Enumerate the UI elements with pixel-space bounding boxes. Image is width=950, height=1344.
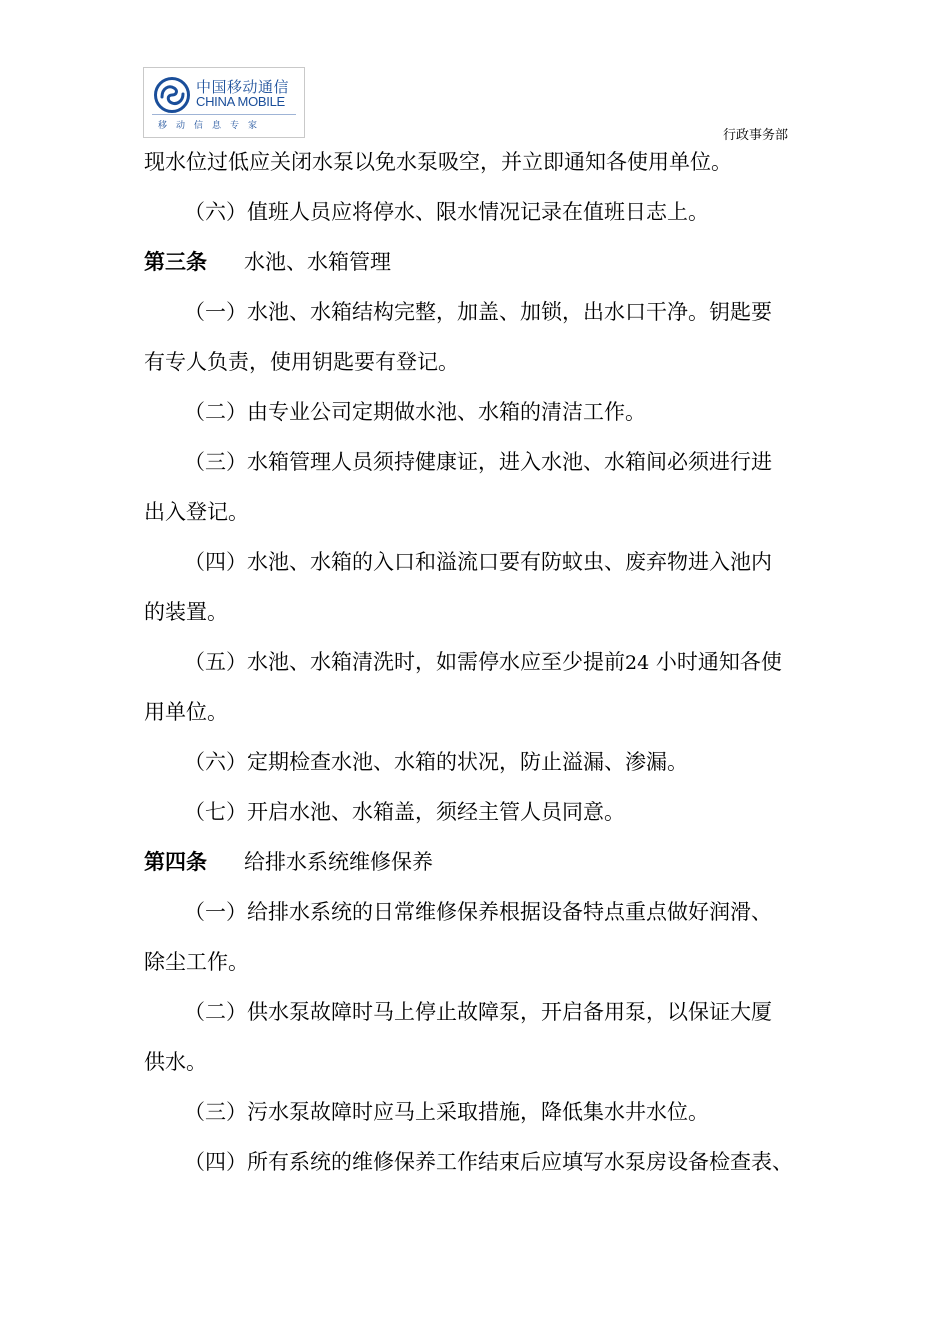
article-number: 第三条 <box>144 250 207 274</box>
logo-divider <box>152 114 296 115</box>
text-line: 供水。 <box>144 1050 207 1074</box>
logo-english-name: CHINA MOBILE <box>196 94 285 109</box>
china-mobile-logo <box>143 67 305 138</box>
text-line: （二）由专业公司定期做水池、水箱的清洁工作。 <box>184 400 646 424</box>
text-line: （七）开启水池、水箱盖，须经主管人员同意。 <box>184 800 625 824</box>
article-number: 第四条 <box>144 850 207 874</box>
article-title: 水池、水箱管理 <box>244 250 391 274</box>
logo-chinese-name: 中国移动通信 <box>196 78 290 96</box>
text-line: （四）所有系统的维修保养工作结束后应填写水泵房设备检查表、 <box>184 1150 793 1174</box>
text-line <box>144 640 816 690</box>
text-line: 用单位。 <box>144 700 228 724</box>
text-segment: （五）水池、水箱清洗时，如需停水应至少提前 <box>184 650 625 674</box>
logo-slogan: 移动信息专家 <box>158 121 267 131</box>
document-body <box>144 140 816 1190</box>
text-line: （二）供水泵故障时马上停止故障泵，开启备用泵，以保证大厦 <box>184 1000 772 1024</box>
article-heading-3 <box>144 240 816 290</box>
text-line: （六）定期检查水池、水箱的状况，防止溢漏、渗漏。 <box>184 750 688 774</box>
text-line: （三）水箱管理人员须持健康证，进入水池、水箱间必须进行进 <box>184 450 772 474</box>
text-line: 除尘工作。 <box>144 950 249 974</box>
text-line: （一）水池、水箱结构完整，加盖、加锁，出水口干净。钥匙要 <box>184 300 772 324</box>
text-line: （四）水池、水箱的入口和溢流口要有防蚊虫、废弃物进入池内 <box>184 550 772 574</box>
text-line: （六）值班人员应将停水、限水情况记录在值班日志上。 <box>184 200 709 224</box>
text-line: 现水位过低应关闭水泵以免水泵吸空，并立即通知各使用单位。 <box>144 150 732 174</box>
text-line: 有专人负责，使用钥匙要有登记。 <box>144 350 459 374</box>
hours-number: 24 <box>625 652 650 674</box>
text-segment: 小时通知各使 <box>655 650 782 674</box>
text-line: （一）给排水系统的日常维修保养根据设备特点重点做好润滑、 <box>184 900 772 924</box>
text-line: 出入登记。 <box>144 500 249 524</box>
text-line: （三）污水泵故障时应马上采取措施，降低集水井水位。 <box>184 1100 709 1124</box>
department-label: 行政事务部 <box>723 128 789 143</box>
text-line: 的装置。 <box>144 600 228 624</box>
china-mobile-emblem-icon <box>154 77 190 113</box>
article-heading-4 <box>144 840 816 890</box>
article-title: 给排水系统维修保养 <box>244 850 433 874</box>
